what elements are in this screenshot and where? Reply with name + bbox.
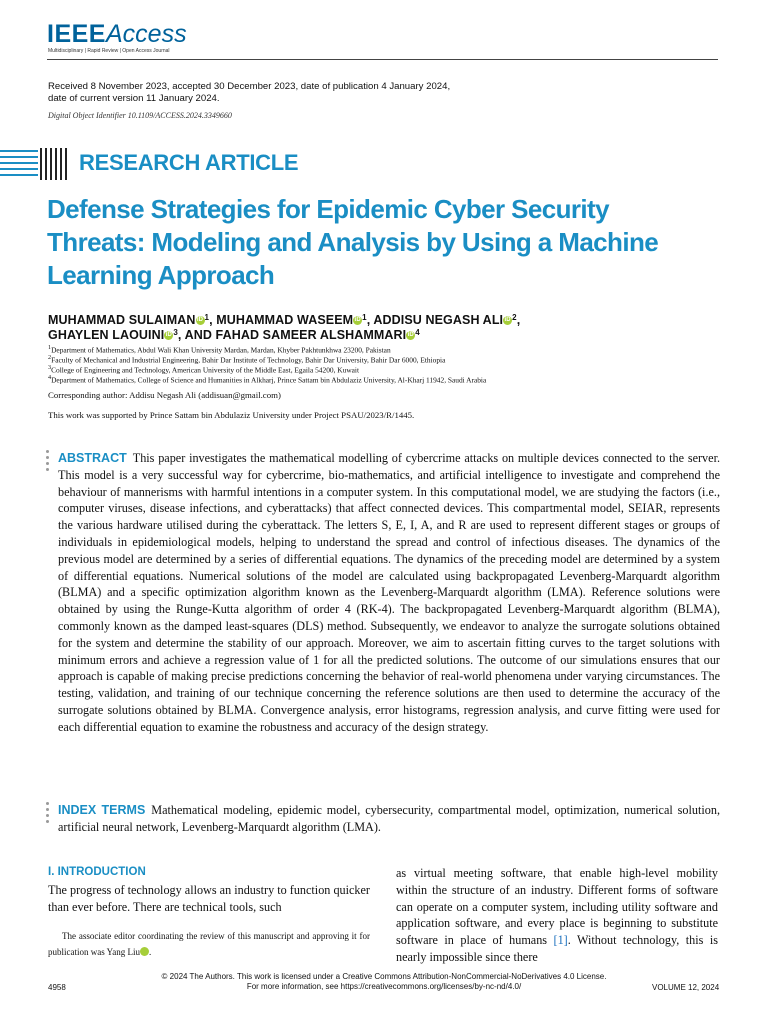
abstract-label: ABSTRACT — [58, 451, 127, 465]
orcid-icon[interactable]: iD — [354, 317, 361, 323]
corresponding-author: Corresponding author: Addisu Negash Ali (addisuan@gmail.com) — [48, 390, 281, 400]
journal-tagline: Multidisciplinary | Rapid Review | Open Access Journal — [48, 48, 170, 54]
author-separator: , — [366, 313, 374, 327]
author-line-1 — [48, 313, 520, 327]
author-affiliation-number: 1 — [204, 313, 210, 322]
orcid-icon[interactable]: iD — [140, 947, 149, 956]
intro-column-left: The progress of technology allows an industry to function quicker than ever before. There are technical tools, such — [48, 883, 370, 914]
affiliation: $^4$Department of Mathematics, College of Science and Humanities in Alkharj, Prince Sattam bin Abdulaziz University, Al-Kharj 11942, Saudi Arabia — [48, 375, 487, 385]
reference-link[interactable]: [1] — [553, 933, 568, 948]
doi: Digital Object Identifier 10.1109/ACCESS.2024.3349660 — [48, 111, 232, 120]
page-number: 4958 — [48, 983, 66, 992]
intro-column-right: as virtual meeting software, that enable high-level mobility within the structure of an industry. Different forms of software can operate on a computer system, including utility software and application software, and every place is beginning to substitute software in place of humans [1]. Without technology, this is nearly impossible since there — [396, 866, 718, 964]
editor-footnote: The associate editor coordinating the review of this manuscript and approving it for publication was Yang Liu iD. — [48, 931, 370, 957]
author-name: MUHAMMAD SULAIMAN — [48, 313, 196, 327]
author-name: ADDISU NEGASH ALI — [373, 313, 504, 327]
orcid-icon[interactable]: iD — [407, 332, 414, 338]
orcid-icon[interactable]: iD — [504, 317, 511, 323]
article-type-stripes-icon — [0, 148, 70, 182]
license-text: © 2024 The Authors. This work is licensed under a Creative Commons Attribution-NonCommercial-NoDerivatives 4.0 License. — [161, 972, 607, 981]
index-terms-text: Mathematical modeling, epidemic model, cybersecurity, compartmental model, optimization, numerical solution, artificial neural network, Levenberg-Marquardt algorithm (LMA). — [58, 803, 720, 834]
affiliation: $^3$College of Engineering and Technology, American University of the Middle East, Egaila 54200, Kuwait — [48, 365, 360, 375]
author-affiliation-number: 4 — [415, 328, 420, 337]
section-heading-introduction: I. INTRODUCTION — [48, 866, 146, 878]
funding-statement: This work was supported by Prince Sattam bin Abdulaziz University under Project PSAU/2023/R/1445. — [48, 410, 415, 420]
author-name: FAHAD SAMEER ALSHAMMARI — [215, 328, 407, 342]
index-terms — [58, 802, 720, 836]
orcid-icon[interactable]: iD — [196, 317, 204, 323]
journal-name-bold: IEEE — [47, 20, 106, 48]
author-separator: , — [516, 313, 521, 327]
journal-name-italic: Access — [105, 20, 187, 48]
author-separator: , AND — [177, 328, 216, 342]
received-dates: Received 8 November 2023, accepted 30 December 2023, date of publication 4 January 2024, — [48, 81, 451, 92]
paper-title: Defense Strategies for Epidemic Cyber Security Threats: Modeling and Analysis by Using a Machine Learning Approach — [47, 194, 659, 290]
volume-year: VOLUME 12, 2024 — [652, 983, 720, 992]
current-version-date: date of current version 11 January 2024. — [48, 93, 220, 104]
author-separator: , — [209, 313, 217, 327]
header-rule — [47, 59, 718, 60]
abstract-dots-icon — [46, 450, 52, 474]
author-affiliation-number: 2 — [512, 313, 517, 322]
author-affiliation-number: 1 — [362, 313, 367, 322]
author-affiliation-number: 3 — [173, 328, 178, 337]
license-link[interactable]: For more information, see https://creativecommons.org/licenses/by-nc-nd/4.0/ — [246, 982, 522, 991]
journal-logo — [47, 20, 187, 49]
index-terms-label: INDEX TERMS — [58, 803, 146, 817]
author-name: GHAYLEN LAOUINI — [48, 328, 165, 342]
author-name: MUHAMMAD WASEEM — [216, 313, 354, 327]
affiliation: $^2$Faculty of Mechanical and Industrial Engineering, Bahir Dar Institute of Technology, Bahir Dar University, Bahir Dar 6000, Ethiopia — [48, 355, 446, 365]
orcid-icon[interactable]: iD — [165, 332, 172, 338]
article-type: RESEARCH ARTICLE — [79, 150, 299, 175]
abstract-text: This paper investigates the mathematical modelling of cybercrime attacks on multiple devices connected to the server. This model is a very successful way for cybercrime, bio-mathematics, and artificial intelligence to investigate and comprehend the behaviour of mannerisms with harmful intentions in a computer system. In this computational model, we are studying the factors (i.e., computer viruses, disease infections, and cyberattacks) that affect connected devices. This compartmental model, SEIAR, represents the various hardware utilised during the cyberattack. The letters S, E, I, A, and R are used to represent different stages or groups of individuals in epidemiological models, helping to understand the spread and control of infectious diseases. The dynamics of the previous model are determined by a series of differential equations. The dynamics of the preceding model are determined by a system of differential equations. Numerical solutions of the model are calculated using backpropagated Levenberg-Marquardt algorithm (BLMA) and a specific optimization algorithm known as the Levenberg-Marquardt algorithm (LMA). Reference solutions were obtained by using the Runge-Kutta algorithm of order 4 (RK-4). The backpropagated Levenberg-Marquardt algorithm (BLMA), commonly known as the damped least-squares (DLS) method. Subsequently, we endeavor to analyze the surrogate solutions obtained for the system and determine the stability of our approach. Moreover, we aim to ascertain fitting curves to the target solutions with minimum errors and achieve a regression value of 1 for all the predicted solutions. The outcome of our simulations ensures that our approach is capable of making precise predictions concerning the behavior of real-world phenomena under varying circumstances. The testing, validation, and training of our technique concerning the reference solutions are then used to determine the accuracy of the surrogate solutions obtained by BLMA. Convergence analysis, error histograms, regression analysis, and curve fitting were used for each differential equation to examine the robustness and accuracy of the design strategy. — [58, 451, 720, 734]
index-terms-dots-icon — [46, 802, 52, 826]
affiliation: $^1$Department of Mathematics, Abdul Wali Khan University Mardan, Mardan, Khyber Pakhtunkhwa 23200, Pakistan — [48, 345, 391, 355]
author-line-2 — [48, 328, 420, 342]
abstract — [58, 450, 720, 736]
